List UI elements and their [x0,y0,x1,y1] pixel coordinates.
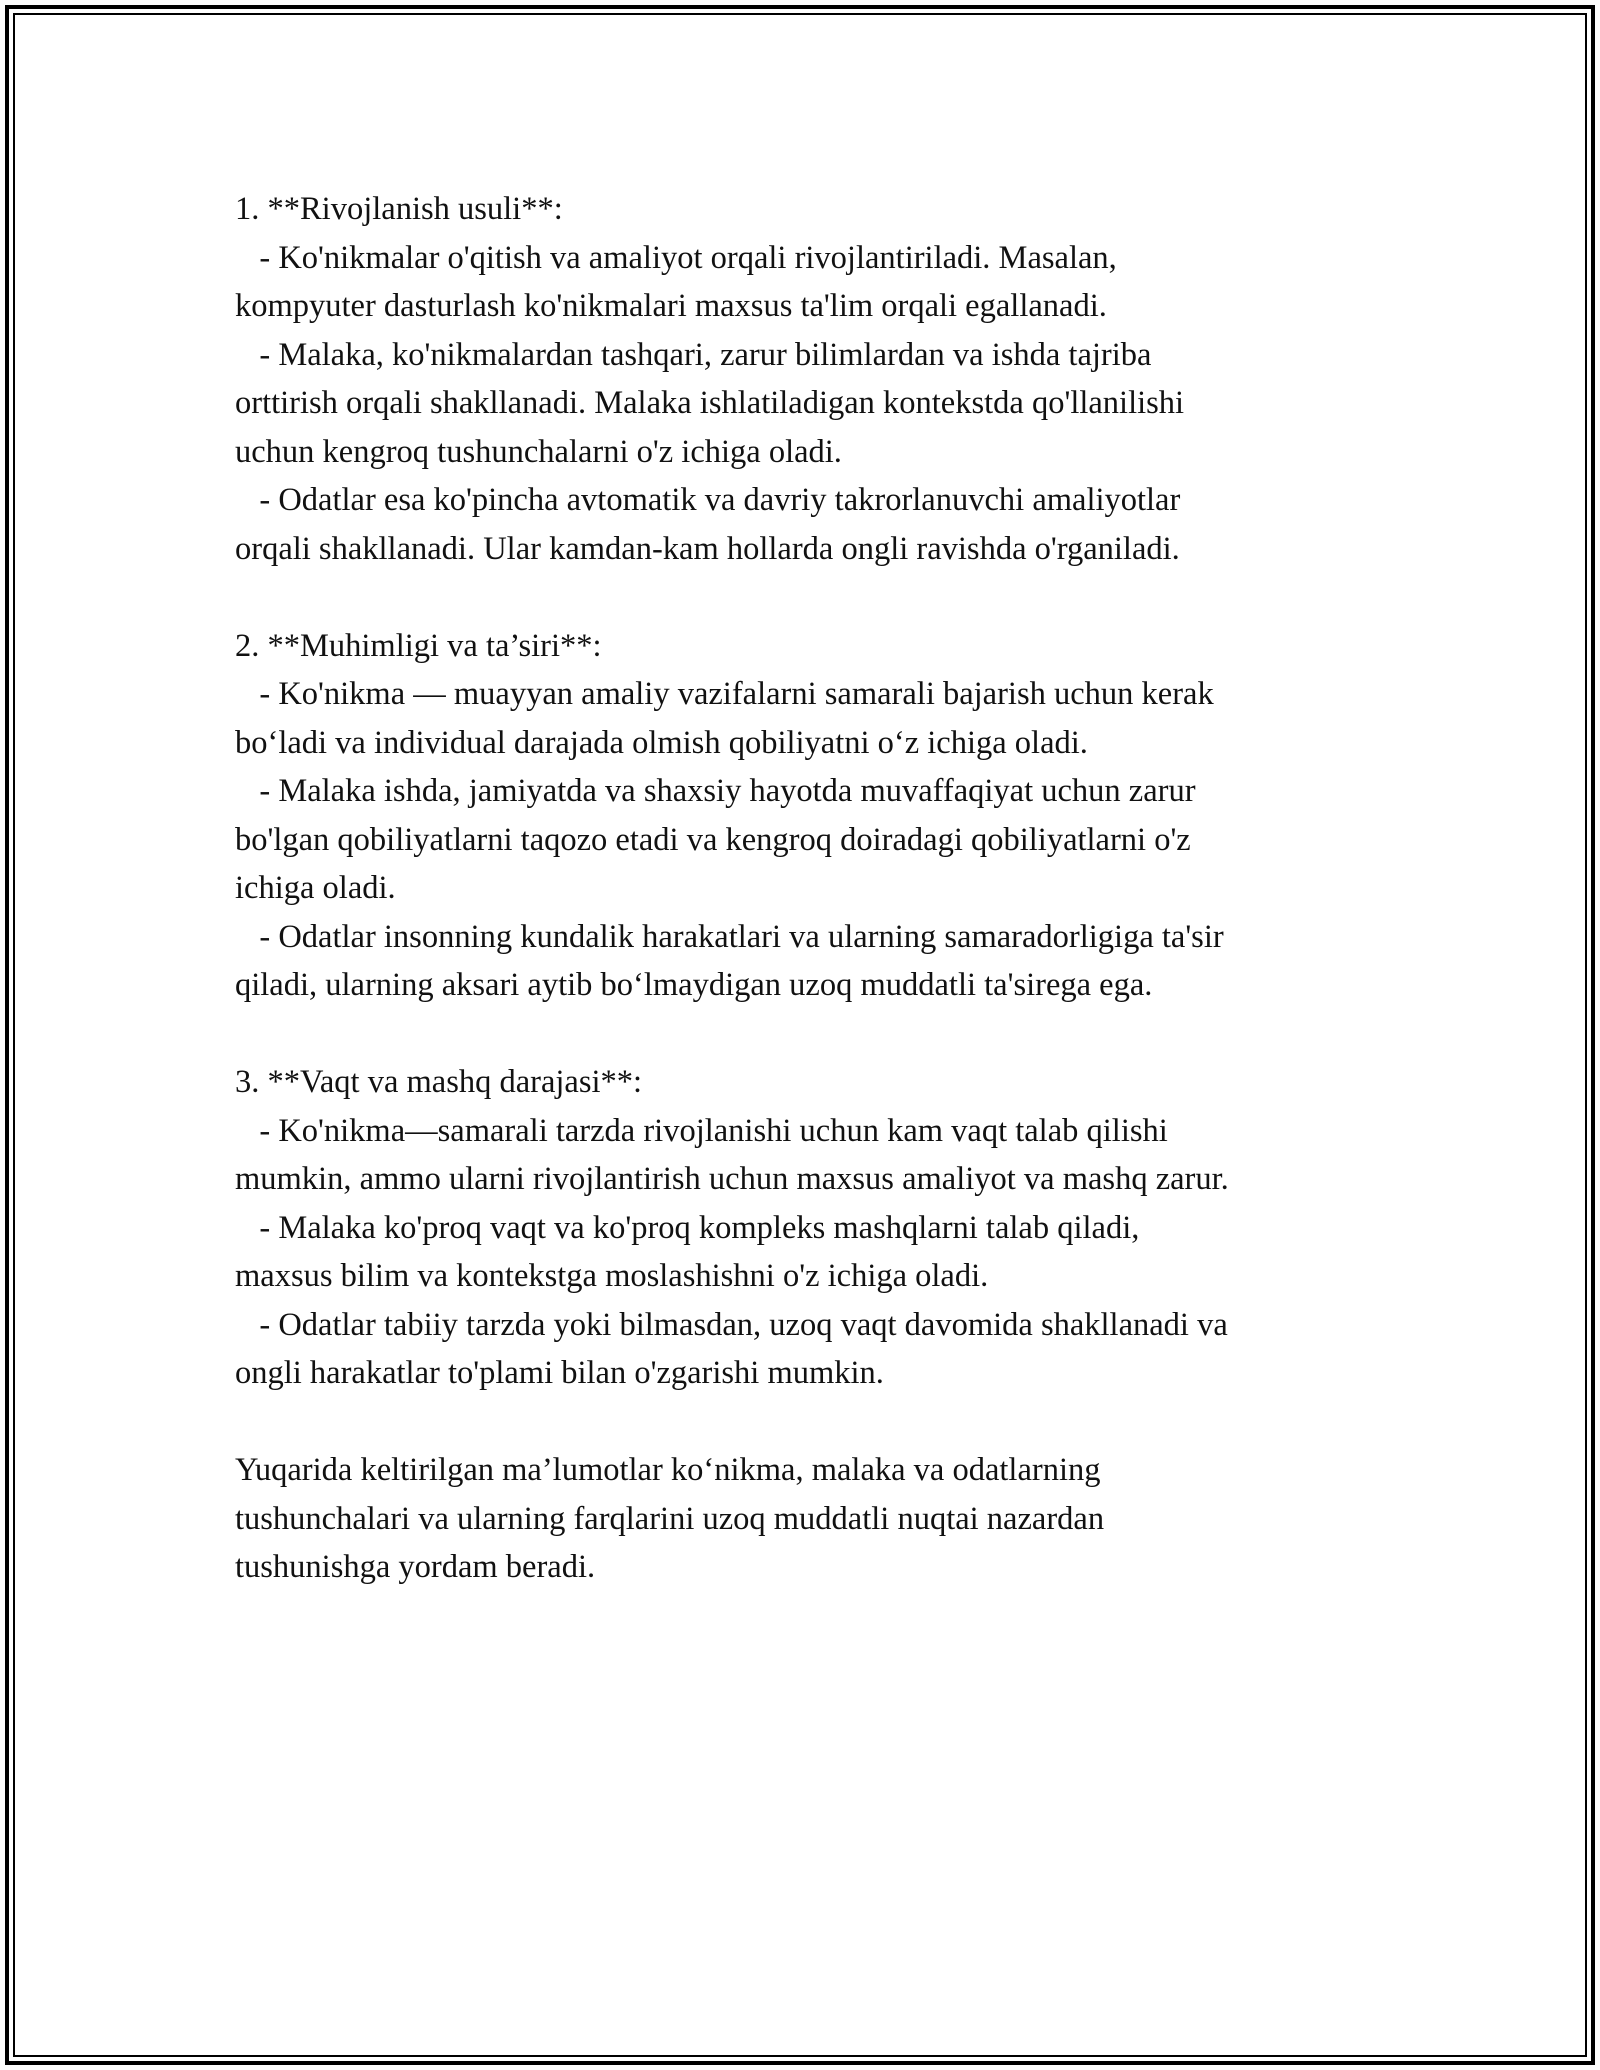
text-line: orqali shakllanadi. Ular kamdan-kam hollarda ongli ravishda o'rganiladi. [235,530,1180,567]
section-time-practice [235,1058,1385,1398]
text-line: tushunchalari va ularning farqlarini uzoq muddatli nuqtai nazardan [235,1500,1105,1537]
conclusion-paragraph [235,1446,1385,1592]
text-line: - Odatlar esa ko'pincha avtomatik va davriy takrorlanuvchi amaliyotlar [235,482,1181,518]
text-line: maxsus bilim va kontekstga moslashishni o'z ichiga oladi. [235,1258,989,1294]
text-line: - Odatlar insonning kundalik harakatlari va ularning samaradorligiga ta'sir [235,918,1224,955]
section-heading: 3. **Vaqt va mashq darajasi**: [235,1064,643,1100]
text-line: - Ko'nikma—samarali tarzda rivojlanishi uchun kam vaqt talab qilishi [235,1112,1168,1149]
section-importance-impact [235,622,1385,1010]
text-line: ichiga oladi. [235,870,396,906]
text-line: orttirish orqali shakllanadi. Malaka ishlatiladigan kontekstda qo'llanilishi [235,385,1185,421]
section-heading: 2. **Muhimligi va ta’siri**: [235,627,602,664]
text-line: bo'lgan qobiliyatlarni taqozo etadi va kengroq doiradagi qobiliyatlarni o'z [235,821,1191,858]
text-line: - Malaka, ko'nikmalardan tashqari, zarur bilimlardan va ishda tajriba [235,336,1152,373]
paragraph-spacer [235,1398,1385,1447]
text-line: uchun kengroq tushunchalarni o'z ichiga oladi. [235,433,842,470]
text-line: - Odatlar tabiiy tarzda yoki bilmasdan, uzoq vaqt davomida shakllanadi va [235,1306,1228,1343]
text-line: ongli harakatlar to'plami bilan o'zgarishi mumkin. [235,1355,884,1391]
text-line: - Malaka ishda, jamiyatda va shaxsiy hayotda muvaffaqiyat uchun zarur [235,773,1196,809]
document-body [235,185,1385,1592]
text-line: mumkin, ammo ularni rivojlantirish uchun maxsus amaliyot va mashq zarur. [235,1161,1229,1197]
text-line: - Malaka ko'proq vaqt va ko'proq kompleks mashqlarni talab qiladi, [235,1209,1140,1246]
text-line: Yuqarida keltirilgan ma’lumotlar ko‘nikma, malaka va odatlarning [235,1452,1101,1488]
text-line: - Ko'nikmalar o'qitish va amaliyot orqali rivojlantiriladi. Masalan, [235,239,1117,276]
text-line: tushunishga yordam beradi. [235,1549,596,1585]
paragraph-spacer [235,573,1385,622]
text-line: qiladi, ularning aksari aytib bo‘lmaydigan uzoq muddatli ta'sirega ega. [235,967,1153,1003]
text-line: - Ko'nikma — muayyan amaliy vazifalarni samarali bajarish uchun kerak [235,676,1214,712]
text-line: bo‘ladi va individual darajada olmish qobiliyatni o‘z ichiga oladi. [235,724,1088,761]
section-development-method [235,185,1385,573]
section-heading: 1. **Rivojlanish usuli**: [235,191,563,227]
paragraph-spacer [235,1010,1385,1059]
text-line: kompyuter dasturlash ko'nikmalari maxsus ta'lim orqali egallanadi. [235,288,1107,324]
